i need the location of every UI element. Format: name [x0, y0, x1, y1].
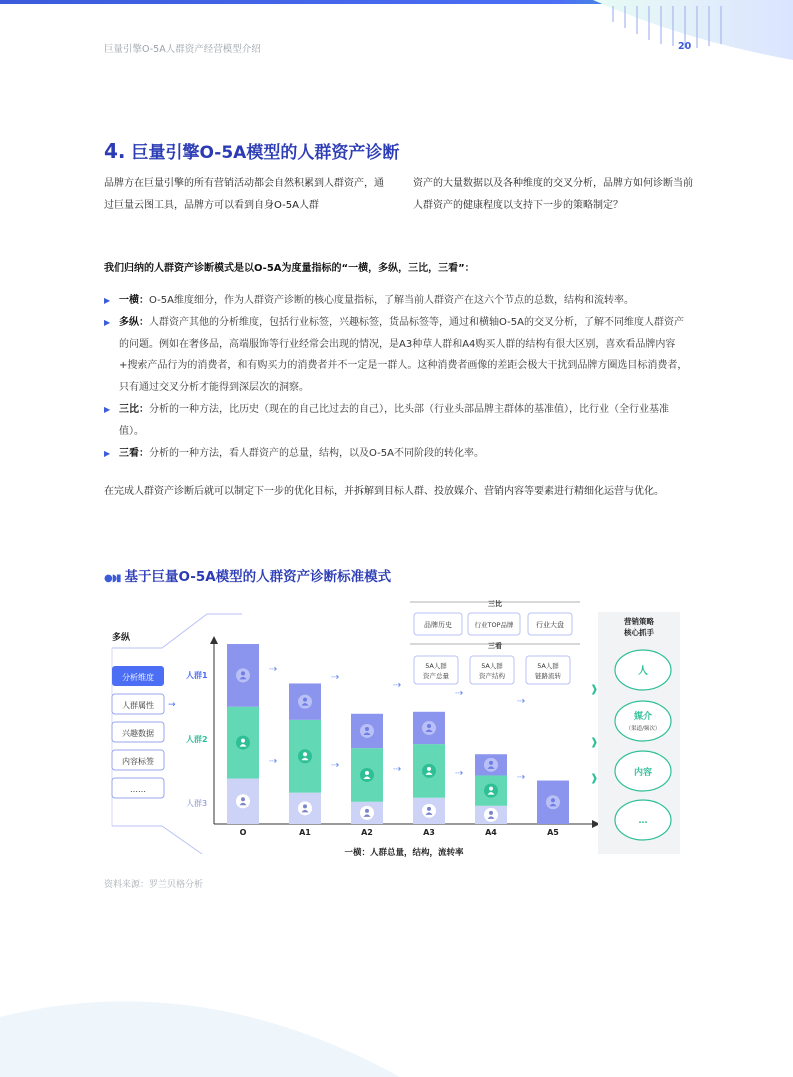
- section-number: 4.: [104, 139, 126, 163]
- look-item-line2: 资产总量: [423, 672, 449, 680]
- dimension-tag-label: ……: [130, 785, 146, 794]
- flow-arrow-icon: ⇢: [331, 672, 340, 683]
- flow-arrow-icon: ⇢: [455, 768, 464, 779]
- intro-paragraph-left: 品牌方在巨量引擎的所有营销活动都会自然积累到人群资产，通过巨量云图工具，品牌方可以看到自身O-5A人群: [104, 178, 384, 211]
- conclusion-paragraph: 在完成人群资产诊断后就可以制定下一步的优化目标，并拆解到目标人群、投放媒介、营销内容等要素进行精细化运营与优化。: [104, 486, 664, 497]
- triangle-bullet-icon: ▶: [104, 404, 111, 414]
- section-title: [104, 138, 399, 163]
- intro-paragraph-right: 资产的大量数据以及各种维度的交叉分析，品牌方如何诊断当前人群资产的健康程度以支持下一步的策略制定？: [413, 178, 693, 211]
- compare-item: 品牌历史: [424, 621, 452, 629]
- dimension-tag-label: 分析维度: [122, 673, 154, 682]
- decorative-stripes-bottom-left: [0, 857, 400, 1077]
- flow-arrow-icon: ⇢: [269, 756, 278, 767]
- crowd-label: 人群3: [186, 799, 208, 808]
- bullet-item: [104, 312, 689, 399]
- crowd-label: 人群1: [186, 671, 208, 680]
- look-item-line1: 5A人群: [537, 662, 559, 670]
- look-item-line2: 链路流转: [535, 672, 561, 680]
- figure-title-text: 基于巨量O-5A模型的人群资产诊断标准模式: [124, 569, 392, 585]
- o5a-diagnosis-diagram: [92, 598, 692, 866]
- page-number: 20: [678, 41, 692, 52]
- compare-item: 行业TOP品牌: [474, 621, 514, 629]
- figure-title: [104, 565, 391, 585]
- user-icon-head: [303, 804, 307, 808]
- bullet-item: [104, 290, 689, 312]
- triangle-bullet-icon: ▶: [104, 448, 111, 458]
- user-icon: [236, 736, 250, 750]
- user-icon: [484, 808, 498, 822]
- running-header-title: 巨量引擎O-5A人群资产经营模型介绍: [104, 44, 261, 55]
- user-icon: [298, 695, 312, 709]
- user-icon-head: [303, 698, 307, 702]
- flow-arrow-icon: ⇢: [517, 772, 526, 783]
- arrow-right-icon: →: [168, 700, 176, 710]
- bullet-list: [104, 290, 689, 464]
- dimension-tag-label: 人群属性: [122, 701, 154, 710]
- user-icon-head: [489, 787, 493, 791]
- user-icon: [422, 764, 436, 778]
- bullet-term: 三看：: [119, 447, 149, 459]
- look-item-line1: 5A人群: [481, 662, 503, 670]
- x-tick-label: A1: [299, 828, 311, 837]
- user-icon-head: [489, 811, 493, 815]
- user-icon: [236, 668, 250, 682]
- bullet-term: 一横：: [119, 295, 149, 306]
- chevron-right-icon: ❱: [590, 737, 599, 748]
- strategy-item: 内容: [633, 768, 653, 778]
- user-icon-head: [427, 807, 431, 811]
- chevron-right-icon: ❱: [590, 684, 599, 695]
- flow-arrow-icon: ⇢: [393, 764, 402, 775]
- look-item-line2: 资产结构: [479, 672, 505, 680]
- user-icon-head: [241, 671, 245, 675]
- user-icon: [360, 806, 374, 820]
- user-icon: [360, 768, 374, 782]
- bullet-item: [104, 399, 689, 443]
- multi-label: 多纵: [112, 633, 131, 643]
- chevron-right-icon: ❱: [590, 773, 599, 784]
- section-heading: 巨量引擎O-5A模型的人群资产诊断: [131, 143, 400, 163]
- bullet-item: [104, 443, 689, 465]
- figure-source: 资料来源：罗兰贝格分析: [104, 880, 204, 890]
- triangle-bullet-icon: ▶: [104, 317, 111, 327]
- look-label: 三看: [488, 642, 502, 650]
- strategy-item-sub: （渠道/频次）: [625, 726, 661, 732]
- strategy-item: 人: [638, 666, 648, 677]
- dimension-tag-label: 内容标签: [122, 757, 154, 766]
- user-icon-head: [241, 797, 245, 801]
- x-tick-label: A3: [423, 828, 435, 837]
- crowd-label: 人群2: [186, 735, 208, 744]
- bullet-text: 分析的一种方法，看人群资产的总量，结构，以及O-5A不同阶段的转化率。: [149, 447, 484, 459]
- bullet-text: O-5A维度细分，作为人群资产诊断的核心度量指标，了解当前人群资产在这六个节点的总数，结构和流转率。: [149, 295, 634, 306]
- flow-arrow-icon: ⇢: [455, 688, 464, 699]
- user-icon-head: [303, 752, 307, 756]
- bullet-term: 多纵：: [119, 316, 149, 328]
- x-tick-label: A4: [485, 828, 497, 837]
- x-tick-label: O: [239, 828, 247, 837]
- bullet-text: 人群资产其他的分析维度，包括行业标签，兴趣标签，货品标签等，通过和横轴O-5A的交叉分析，了解不同维度人群资产的问题。例如在奢侈品，高端服饰等行业经常会出现的情况，是A3种草人群和A4购买人群的结构有很大区别，喜欢看品牌内容+搜索产品行为的消费者，和有购买力的消费者并不一定是一群人。这种消费者画像的差距会极大干扰到品牌方圈选目标消费者，只有通过交叉分析才能得到深层次的洞察。: [119, 316, 688, 394]
- x-tick-label: A5: [547, 828, 559, 837]
- dimension-tag-label: 兴趣数据: [122, 729, 154, 738]
- user-icon-head: [365, 771, 369, 775]
- stacked-bars: [227, 644, 569, 837]
- decorative-stripes-top-right: [533, 0, 793, 60]
- triangle-bullet-icon: ▶: [104, 296, 111, 305]
- flow-arrow-icon: ⇢: [517, 696, 526, 707]
- flow-arrow-icon: ⇢: [269, 664, 278, 675]
- look-item-line1: 5A人群: [425, 662, 447, 670]
- x-axis-label: 一横：人群总量，结构，流转率: [344, 848, 464, 858]
- user-icon-head: [427, 767, 431, 771]
- flow-arrow-icon: ⇢: [331, 760, 340, 771]
- user-icon: [422, 721, 436, 735]
- figure-dots-icon: ●◗▮: [104, 573, 121, 584]
- user-icon-head: [365, 727, 369, 731]
- user-icon: [422, 804, 436, 818]
- lead-sentence: 我们归纳的人群资产诊断模式是以O-5A为度量指标的“一横，多纵，三比，三看”：: [104, 263, 475, 274]
- compare-item: 行业大盘: [536, 621, 564, 629]
- strategy-item: …: [638, 816, 648, 826]
- user-icon-head: [241, 739, 245, 743]
- user-icon-head: [489, 761, 493, 765]
- x-tick-label: A2: [361, 828, 373, 837]
- strategy-title-line1: 营销策略: [624, 617, 654, 626]
- y-axis-arrow-icon: [210, 636, 218, 644]
- bullet-text: 分析的一种方法，比历史（现在的自己比过去的自己），比头部（行业头部品牌主群体的基准值），比行业（全行业基准值）。: [119, 403, 669, 437]
- user-icon-head: [427, 724, 431, 728]
- user-icon-head: [551, 798, 555, 802]
- flow-arrow-icon: ⇢: [393, 680, 402, 691]
- compare-label: 三比: [488, 600, 502, 608]
- user-icon-head: [365, 809, 369, 813]
- bullet-term: 三比：: [119, 403, 149, 415]
- strategy-title-line2: 核心抓手: [624, 628, 654, 637]
- strategy-item: 媒介: [633, 712, 653, 722]
